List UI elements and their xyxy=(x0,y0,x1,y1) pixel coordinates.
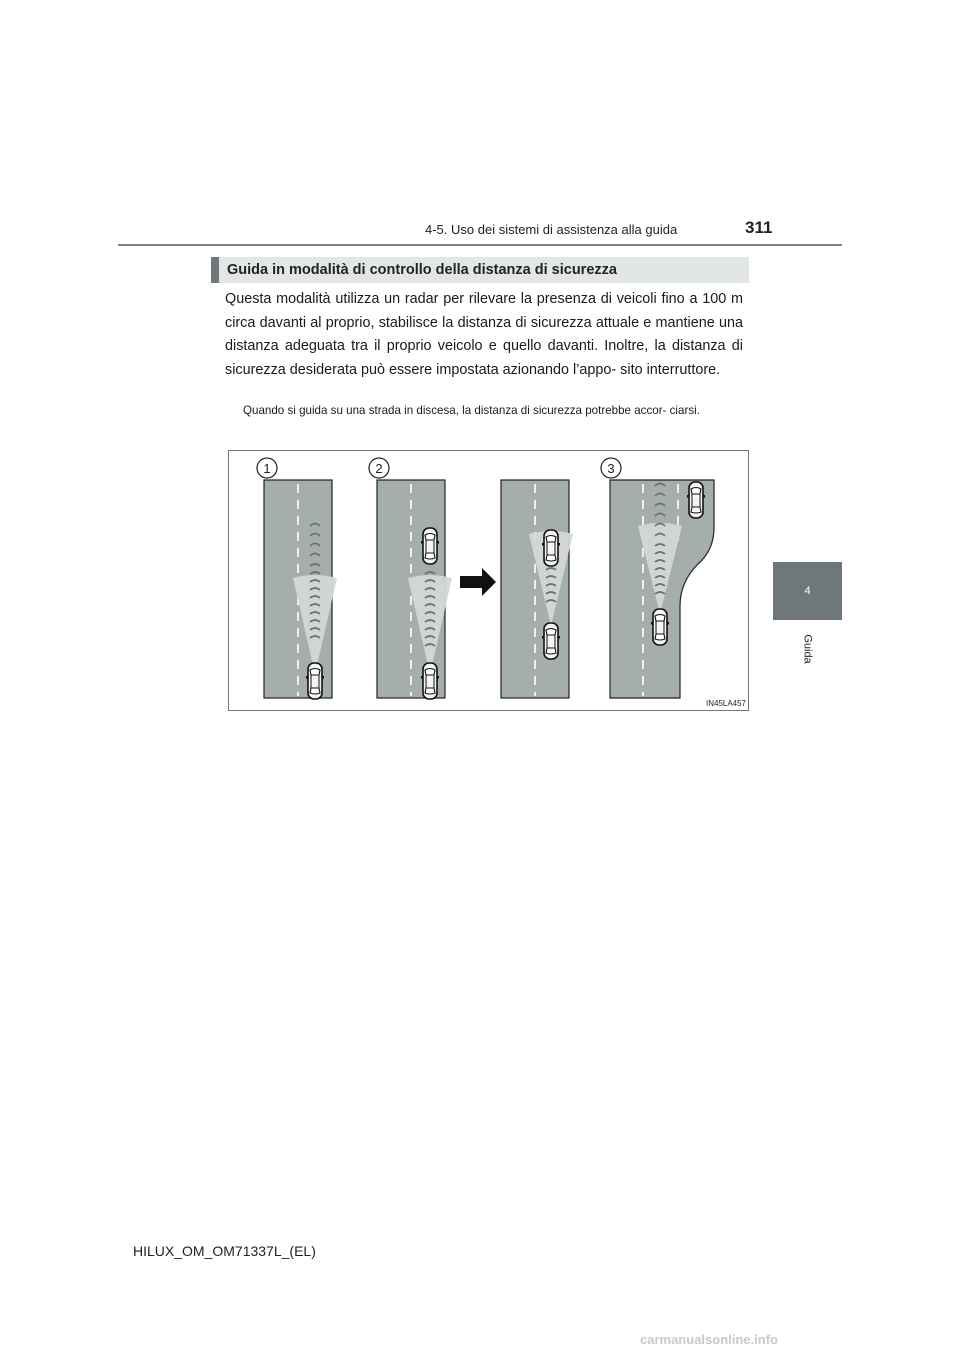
car-icon xyxy=(421,663,439,699)
running-header-section: 4-5. Uso dei sistemi di assistenza alla guida xyxy=(425,222,678,237)
acc-distance-figure xyxy=(228,450,749,711)
section-heading-bar xyxy=(211,257,749,283)
car-icon xyxy=(687,482,705,518)
footer-doc-code: HILUX_OM_OM71337L_(EL) xyxy=(133,1243,316,1259)
header-divider xyxy=(118,244,842,246)
car-icon xyxy=(421,528,439,564)
chapter-tab xyxy=(773,562,842,620)
panel-1 xyxy=(257,458,337,699)
chapter-label-container xyxy=(774,625,842,673)
car-icon xyxy=(542,623,560,659)
watermark: carmanualsonline.info xyxy=(640,1332,778,1347)
callout-label-1: 1 xyxy=(263,461,271,476)
car-icon xyxy=(306,663,324,699)
car-icon xyxy=(542,530,560,566)
page-number: 311 xyxy=(745,218,773,237)
body-paragraph: Questa modalità utilizza un radar per rilevare la presenza di veicoli fino a 100 m circa davanti al proprio, stabilisce la distanza di sicurezza attuale e mantiene una distanza adeguata tra il proprio veicolo e quello davanti. Inoltre, la distanza di sicurezza desiderata può essere impostata azionando l’appo- sito interruttore. xyxy=(225,291,743,378)
section-heading: Guida in modalità di controllo della distanza di sicurezza xyxy=(227,262,617,278)
panel-2 xyxy=(369,458,452,699)
chapter-number: 4 xyxy=(804,585,811,597)
note-text: Quando si guida su una strada in discesa, la distanza di sicurezza potrebbe accor- ciarsi. xyxy=(243,404,700,417)
car-icon xyxy=(651,609,669,645)
panel-3-left xyxy=(501,480,573,698)
chapter-label: Guida xyxy=(801,634,814,664)
figure-code: IN45LA457 xyxy=(705,699,746,708)
section-heading-accent xyxy=(211,257,219,283)
callout-label-2: 2 xyxy=(375,461,383,476)
callout-label-3: 3 xyxy=(607,461,615,476)
